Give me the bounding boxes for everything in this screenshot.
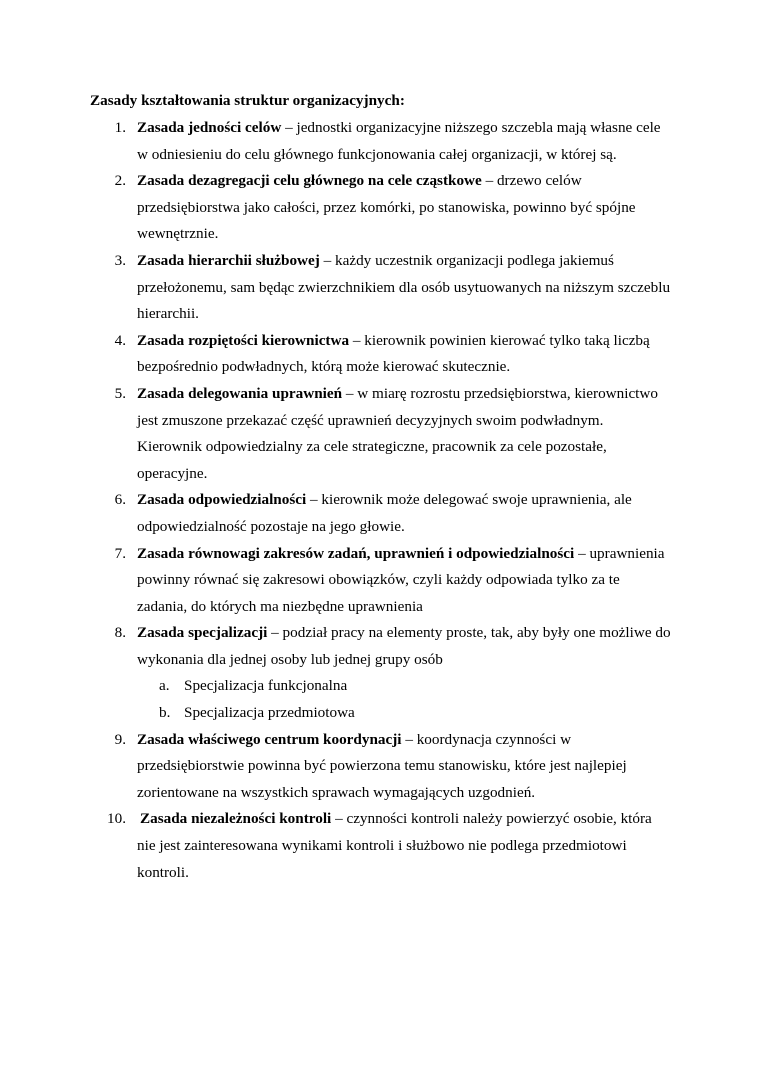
principle-item-7 xyxy=(0,541,672,621)
sub-item-text: Specjalizacja funkcjonalna xyxy=(184,677,348,695)
principle-term: Zasada jedności celów xyxy=(137,119,282,136)
principle-term: Zasada dezagregacji celu głównego na cele cząstkowe xyxy=(137,172,482,190)
principle-term: Zasada odpowiedzialności xyxy=(137,491,307,509)
principle-number: 7. xyxy=(114,544,126,562)
principle-number: 1. xyxy=(114,119,126,136)
principle-description: – kierownik powinien kierować tylko taką liczbą bezpośrednio podwładnych, którą może kierować skutecznie. xyxy=(137,331,650,376)
principle-term: Zasada rozpiętości kierownictwa xyxy=(137,331,350,349)
principle-text xyxy=(137,385,658,482)
principle-item-8 xyxy=(0,620,672,726)
principle-number: 3. xyxy=(114,251,126,269)
principle-number: 9. xyxy=(114,730,126,748)
principle-item-1 xyxy=(0,115,672,168)
principle-text xyxy=(137,731,627,801)
principle-item-3 xyxy=(0,248,672,328)
principle-text xyxy=(137,491,632,535)
principle-description: – podział pracy na elementy proste, tak, aby były one możliwe do wykonania dla jednej osoby lub jednej grupy osób xyxy=(137,624,671,668)
principle-description: – w miarę rozrostu przedsiębiorstwa, kierownictwo jest zmuszone przekazać część uprawnień decyzyjnych swoim podwładnym. Kierownik odpowiedzialny za cele strategiczne, pracownik za cele pozostałe, operacyjne. xyxy=(137,384,658,482)
sub-item-b xyxy=(137,700,672,727)
principle-description: – czynności kontroli należy powierzyć osobie, która nie jest zainteresowana wynikami kontroli i służbowo nie podlega przedmiotowi kontroli. xyxy=(137,810,652,881)
principle-text xyxy=(137,624,671,668)
principle-description: – koordynacja czynności w przedsiębiorstwie powinna być powierzona temu stanowisku, które jest najlepiej zorientowane na wszystkich sprawach wymagających uzgodnień. xyxy=(137,730,627,801)
principle-item-9 xyxy=(0,727,672,807)
sub-item-text: Specjalizacja przedmiotowa xyxy=(184,704,355,722)
principle-term: Zasada specjalizacji xyxy=(137,624,268,642)
principle-description: – drzewo celów przedsiębiorstwa jako całości, przez komórki, po stanowiska, powinno być spójne wewnętrznie. xyxy=(137,172,636,243)
principle-text xyxy=(137,172,636,242)
principle-text xyxy=(137,252,670,322)
principle-number: 2. xyxy=(114,172,126,190)
principles-list xyxy=(0,115,760,886)
principle-item-5 xyxy=(0,381,672,487)
principle-item-6 xyxy=(0,487,672,540)
principle-text xyxy=(137,810,652,880)
principle-text xyxy=(137,332,650,376)
principle-item-2 xyxy=(0,168,672,248)
principle-number: 5. xyxy=(114,384,126,402)
principle-term: Zasada właściwego centrum koordynacji xyxy=(137,730,402,748)
principle-description: – kierownik może delegować swoje uprawnienia, ale odpowiedzialność pozostaje na jego głowie. xyxy=(137,491,632,535)
principle-item-4 xyxy=(0,328,672,381)
principle-item-10 xyxy=(0,806,672,886)
sub-item-a xyxy=(137,673,672,700)
principle-number: 4. xyxy=(114,331,126,349)
principle-term: Zasada niezależności kontroli xyxy=(140,810,332,828)
principle-description: – jednostki organizacyjne niższego szczebla mają własne cele w odniesieniu do celu głównego funkcjonowania całej organizacji, w której są. xyxy=(137,119,661,163)
principle-number: 8. xyxy=(114,624,126,642)
principle-description: – każdy uczestnik organizacji podlega jakiemuś przełożonemu, sam będąc zwierzchnikiem dla osób usytuowanych na niższym szczeblu hierarchii. xyxy=(137,251,671,323)
sub-item-letter: b. xyxy=(159,704,171,722)
principle-term: Zasada delegowania uprawnień xyxy=(137,384,343,402)
principle-text xyxy=(137,545,665,615)
principle-description: – uprawnienia powinny równać się zakresowi obowiązków, czyli każdy odpowiada tylko za te zadania, do których ma niezbędne uprawnienia xyxy=(137,544,665,615)
principle-number: 6. xyxy=(114,491,126,509)
specialization-sublist xyxy=(137,673,672,726)
principle-term: Zasada równowagi zakresów zadań, uprawnień i odpowiedzialności xyxy=(137,544,575,562)
sub-item-letter: a. xyxy=(159,677,170,695)
principle-term: Zasada hierarchii służbowej xyxy=(137,251,320,269)
principle-text xyxy=(137,119,661,163)
document-title: Zasady kształtowania struktur organizacyjnych: xyxy=(90,92,405,109)
principle-number: 10. xyxy=(107,810,126,828)
